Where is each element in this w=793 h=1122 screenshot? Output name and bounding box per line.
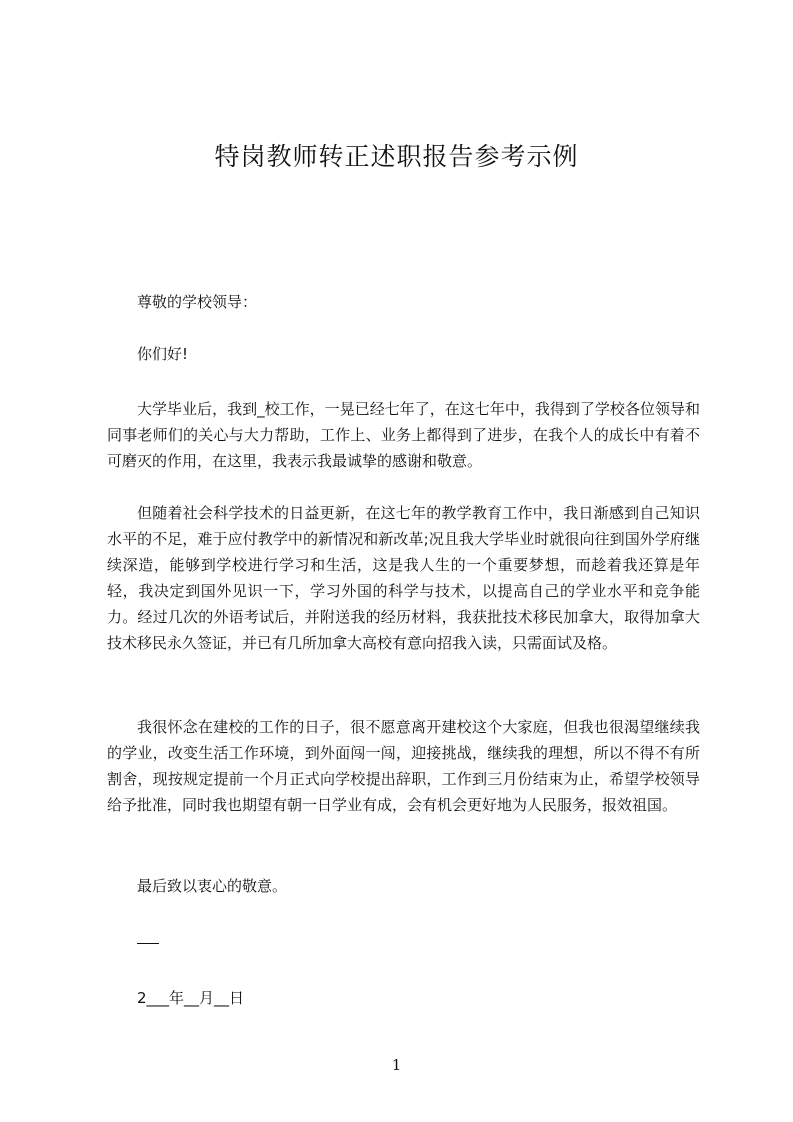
body-paragraph-3 bbox=[107, 714, 700, 818]
salutation: 尊敬的学校领导： bbox=[137, 293, 258, 311]
paragraph-text: 但随着社会科学技术的日益更新，在这七年的教学教育工作中，我日渐感到自己知识水平的不足，难于应付教学中的新情况和新改革;况且我大学毕业时就很向往到国外学府继续深造，能够到学校进行学习和生活，这是我人生的一个重要梦想，而趁着我还算是年轻，我决定到国外见识一下，学习外国的科学与技术，以提高自己的学业水平和竞争能力。经过几次的外语考试后，并附送我的经历材料，我获批技术移民加拿大，取得加拿大技术移民永久签证，并已有几所加拿大高校有意向招我入读，只需面试及格。 bbox=[107, 504, 700, 652]
body-paragraph-2 bbox=[107, 500, 700, 656]
paragraph-text: 我很怀念在建校的工作的日子，很不愿意离开建校这个大家庭，但我也很渴望继续我的学业，改变生活工作环境，到外面闯一闯，迎接挑战，继续我的理想，所以不得不有所割舍，现按规定提前一个月正式向学校提出辞职，工作到三月份结束为止，希望学校领导给予批准，同时我也期望有朝一日学业有成，会有机会更好地为人民服务，报效祖国。 bbox=[107, 718, 700, 814]
signature-line bbox=[137, 943, 159, 944]
body-paragraph-1 bbox=[107, 396, 700, 474]
date-line: 2___年__月__日 bbox=[137, 989, 245, 1007]
document-title: 特岗教师转正述职报告参考示例 bbox=[214, 142, 579, 171]
closing: 最后致以衷心的敬意。 bbox=[137, 877, 288, 895]
paragraph-text: 大学毕业后，我到_校工作，一晃已经七年了，在这七年中，我得到了学校各位领导和同事老师们的关心与大力帮助，工作上、业务上都得到了进步，在我个人的成长中有着不可磨灭的作用，在这里，我表示我最诚挚的感谢和敬意。 bbox=[107, 400, 700, 470]
greeting: 你们好! bbox=[137, 345, 189, 363]
page-number: 1 bbox=[391, 1056, 402, 1074]
